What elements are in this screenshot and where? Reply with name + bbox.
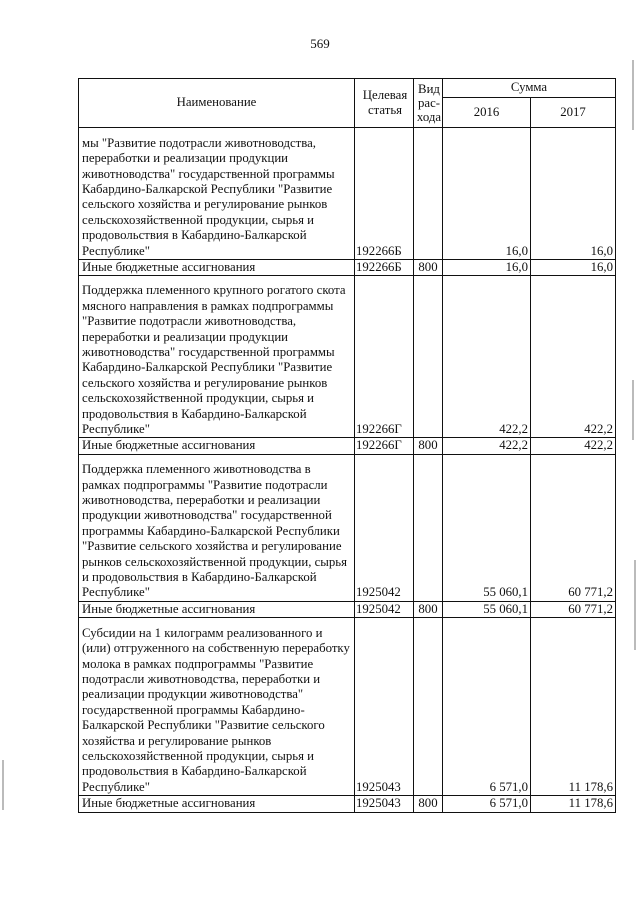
page-number: 569 — [310, 36, 330, 51]
header-kind-label: Вид рас-хода — [416, 82, 442, 124]
table-row — [79, 618, 616, 796]
row-name: мы "Развитие подотрасли животноводства, переработки и реализации продукции животноводства" государственной программы Кабардино-Балкарской Республики "Развитие сельского хозяйства и регулирование рынков сельскохозяйственной продукции, сырья и продовольствия в Кабардино-Балкарской Республике" — [79, 128, 355, 260]
header-year-2017: 2017 — [531, 98, 616, 128]
header-sum: Сумма — [443, 79, 616, 98]
table-row — [79, 128, 616, 260]
row-value-2016: 422,2 — [443, 438, 531, 454]
row-name: Поддержка племенного животноводства в рамках подпрограммы "Развитие подотрасли животноводства, переработки и реализации продукции животноводства" государственной программы Кабардино-Балкарской Республики "Развитие сельского хозяйства и регулирование рынков сельскохозяйственной продукции, сырья и продовольствия в Кабардино-Балкарской Республике" — [79, 454, 355, 601]
row-value-2017: 16,0 — [531, 260, 616, 276]
row-target: 192266Г — [355, 276, 414, 438]
row-value-2017: 11 178,6 — [531, 796, 616, 812]
header-target-label: Целевая статья — [362, 87, 408, 117]
row-value-2016: 55 060,1 — [443, 601, 531, 617]
row-kind — [414, 618, 443, 796]
row-target: 1925043 — [355, 796, 414, 812]
row-name: Иные бюджетные ассигнования — [79, 260, 355, 276]
row-value-2016: 422,2 — [443, 276, 531, 438]
row-target: 192266Г — [355, 438, 414, 454]
header-year-2016: 2016 — [443, 98, 531, 128]
row-value-2016: 16,0 — [443, 260, 531, 276]
table-row — [79, 260, 616, 276]
row-value-2017: 422,2 — [531, 276, 616, 438]
row-name: Иные бюджетные ассигнования — [79, 601, 355, 617]
row-kind: 800 — [414, 260, 443, 276]
table-row — [79, 601, 616, 617]
row-value-2016: 55 060,1 — [443, 454, 531, 601]
row-value-2017: 422,2 — [531, 438, 616, 454]
row-value-2017: 11 178,6 — [531, 618, 616, 796]
row-value-2017: 60 771,2 — [531, 454, 616, 601]
row-target: 1925043 — [355, 618, 414, 796]
row-kind — [414, 276, 443, 438]
header-kind — [414, 79, 443, 128]
row-value-2016: 16,0 — [443, 128, 531, 260]
scan-edge-mark — [632, 60, 634, 130]
row-name: Субсидии на 1 килограмм реализованного и (или) отгруженного на собственную переработку молока в рамках подпрограммы "Развитие подотрасли животноводства, переработки и реализации продукции животноводства" государственной программы Кабардино-Балкарской Республики "Развитие сельского хозяйства и регулирование рынков сельскохозяйственной продукции, сырья и продовольствия в Кабардино-Балкарской Республике" — [79, 618, 355, 796]
row-name: Иные бюджетные ассигнования — [79, 438, 355, 454]
table-row — [79, 796, 616, 812]
row-name: Поддержка племенного крупного рогатого скота мясного направления в рамках подпрограммы "Развитие подотрасли животноводства, переработки и реализации продукции животноводства" государственной программы Кабардино-Балкарской Республики "Развитие сельского хозяйства и регулирование рынков сельскохозяйственной продукции, сырья и продовольствия в Кабардино-Балкарской Республике" — [79, 276, 355, 438]
header-target — [355, 79, 414, 128]
header-name: Наименование — [79, 79, 355, 128]
row-kind: 800 — [414, 438, 443, 454]
row-kind — [414, 128, 443, 260]
row-value-2017: 16,0 — [531, 128, 616, 260]
row-target: 192266Б — [355, 128, 414, 260]
row-target: 1925042 — [355, 601, 414, 617]
row-kind — [414, 454, 443, 601]
table-row — [79, 454, 616, 601]
scan-edge-mark — [2, 760, 4, 810]
scan-edge-mark — [634, 560, 636, 650]
scan-edge-mark — [632, 380, 634, 440]
row-name: Иные бюджетные ассигнования — [79, 796, 355, 812]
row-kind: 800 — [414, 601, 443, 617]
row-value-2016: 6 571,0 — [443, 796, 531, 812]
row-value-2017: 60 771,2 — [531, 601, 616, 617]
row-value-2016: 6 571,0 — [443, 618, 531, 796]
row-target: 192266Б — [355, 260, 414, 276]
table-row — [79, 276, 616, 438]
budget-table — [78, 78, 616, 813]
row-target: 1925042 — [355, 454, 414, 601]
row-kind: 800 — [414, 796, 443, 812]
table-row — [79, 438, 616, 454]
